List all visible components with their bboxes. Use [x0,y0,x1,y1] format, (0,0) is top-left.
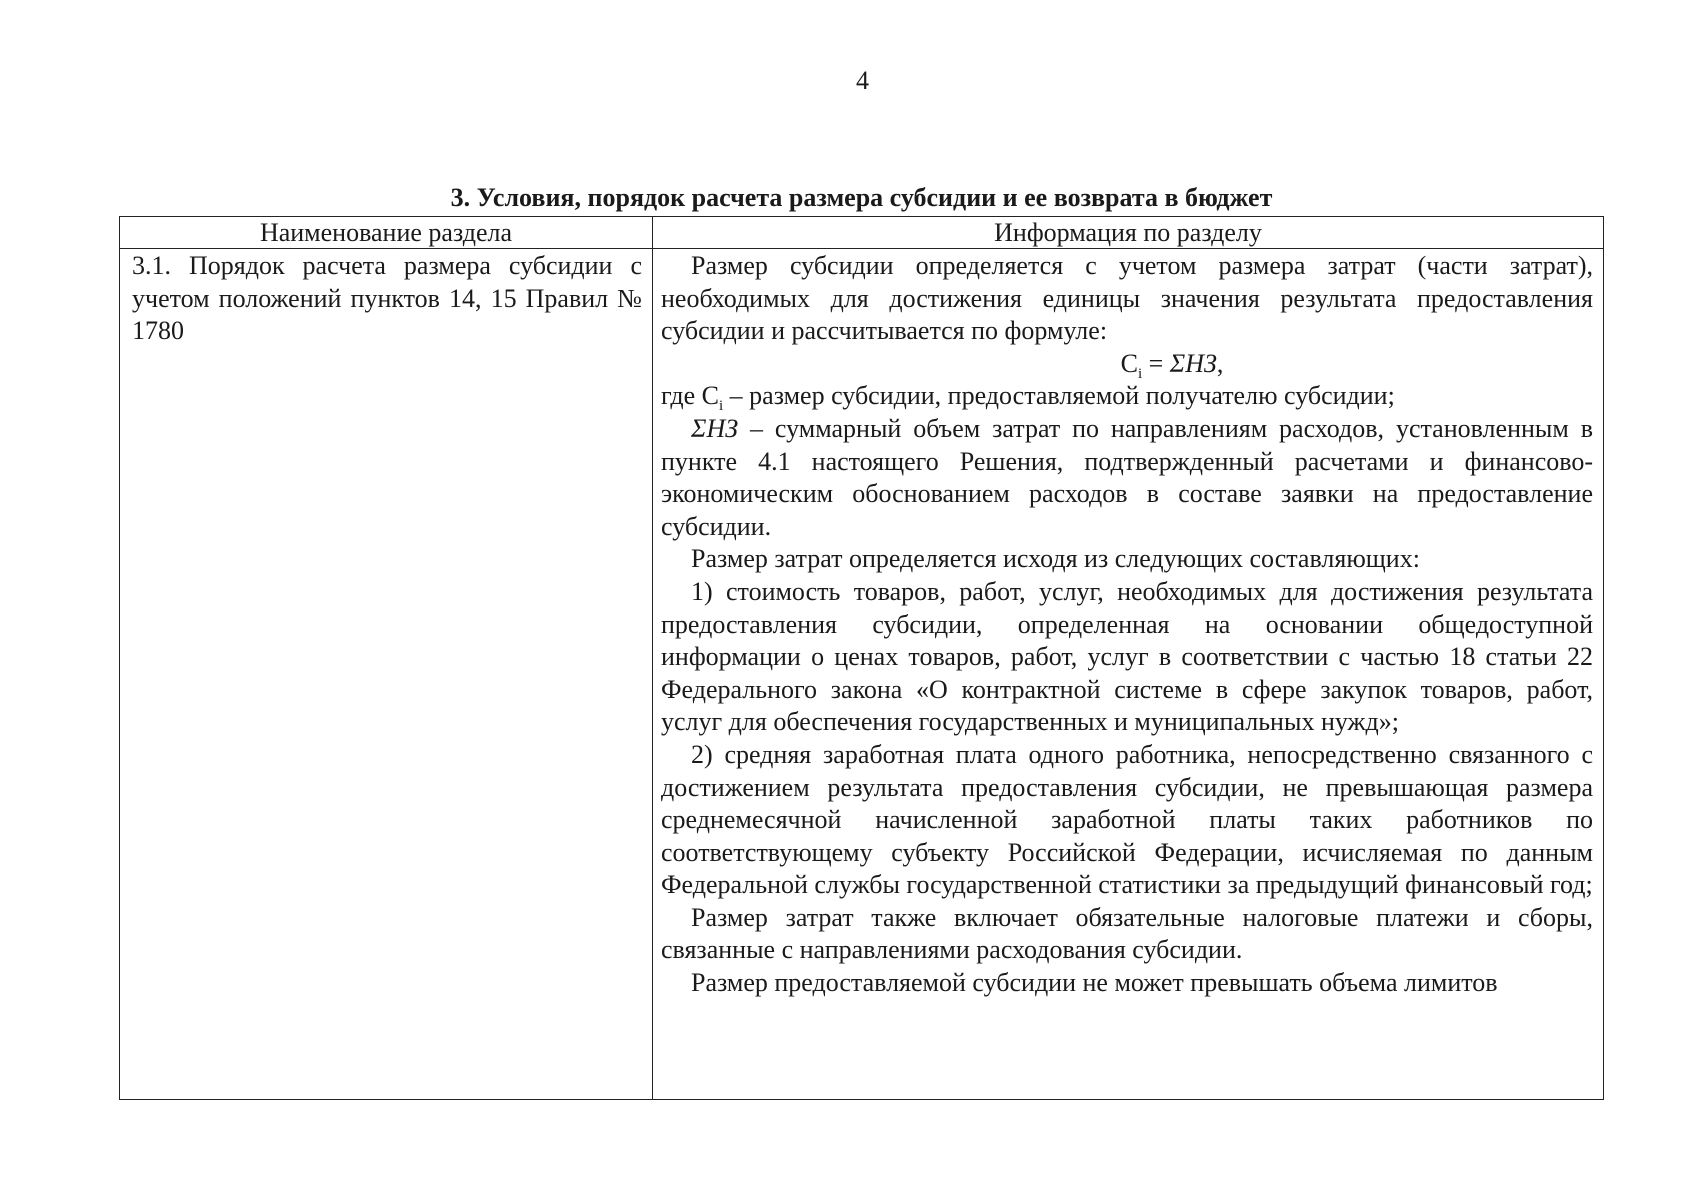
formula [661,348,1593,381]
formula-equals: = [1142,348,1170,378]
definition-ci-prefix: где C [661,381,719,411]
definition-ci-text: – размер субсидии, предоставляемой получателю субсидии; [723,381,1395,411]
formula-end: , [1216,348,1224,378]
header-section-info: Информация по разделу [994,218,1262,247]
info-paragraph-1: Размер субсидии определяется с учетом размера затрат (части затрат), необходимых для достижения единицы значения результата предоставления субсидии и рассчитывается по формуле: [661,251,1593,346]
formula-lhs: C [1120,348,1138,378]
info-paragraph-3: Размер затрат также включает обязательные налоговые платежи и сборы, связанные с направлениями расходования субсидии. [661,902,1593,965]
header-section-name: Наименование раздела [259,218,513,247]
table-row-name-cell [132,250,642,348]
section-title: 3. Условия, порядок расчета размера субсидии и ее возврата в бюджет [450,183,1273,212]
definition-ci [661,380,1593,413]
info-paragraph-4: Размер предоставляемой субсидии не может превышать объема лимитов [691,968,1498,998]
definition-snz [661,413,1593,543]
definition-snz-symbol: ΣНЗ [691,413,739,443]
formula-sigma: ΣНЗ [1169,348,1217,378]
table-row-info-cell [661,250,1593,1000]
list-item-1: 1) стоимость товаров, работ, услуг, необходимых для достижения результата предоставления субсидии, определенная на основании общедоступной информации о ценах товаров, работ, услуг в соответствии с частью 18 статьи 22 Федерального закона «О контрактной системе в сфере закупок товаров, работ, услуг для обеспечения государственных и муниципальных нужд»; [661,576,1593,737]
definition-snz-text: – суммарный объем затрат по направлениям расходов, установленным в пункте 4.1 настоящего Решения, подтвержденный расчетами и финансово-экономическим обоснованием расходов в составе заявки на предоставление субсидии. [661,413,1593,541]
section-name-text: 3.1. Порядок расчета размера субсидии с учетом положений пунктов 14, 15 Правил № 1780 [132,251,642,346]
column-divider [652,217,653,1099]
table-header-row [120,217,1603,249]
page-number: 4 [856,66,869,95]
definition-ci-subscript: i [718,398,724,415]
formula-subscript: i [1137,365,1143,382]
list-item-2: 2) средняя заработная плата одного работника, непосредственно связанного с достижением результата предоставления субсидии, не превышающая размера среднемесячной начисленной заработной платы таких работников по соответствующему субъекту Российской Федерации, исчисляемая по данным Федеральной службы государственной статистики за предыдущий финансовый год; [661,739,1593,900]
info-table [119,216,1604,1100]
info-paragraph-2: Размер затрат определяется исходя из следующих составляющих: [691,544,1420,574]
